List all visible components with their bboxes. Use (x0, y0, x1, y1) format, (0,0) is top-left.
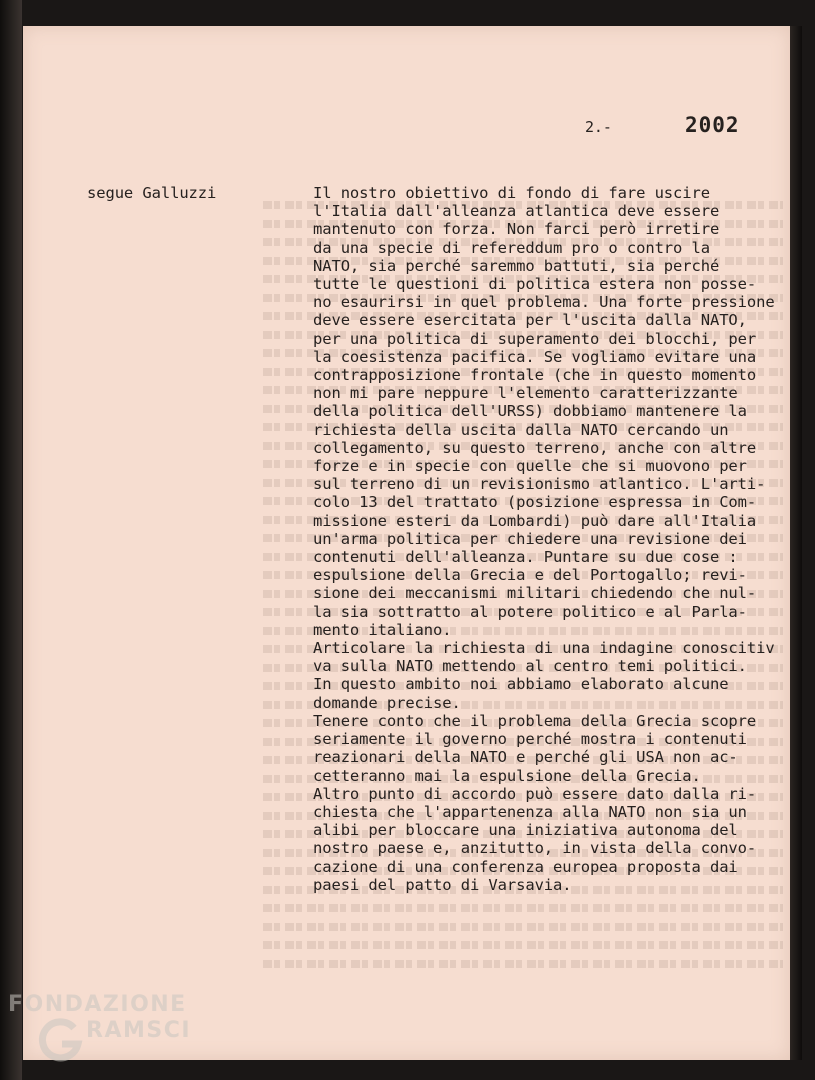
text-line: chiesta che l'appartenenza alla NATO non sia un (313, 802, 747, 821)
text-line: colo 13 del trattato (posizione espressa in Com- (313, 493, 757, 512)
text-line: Il nostro obiettivo di fondo di fare uscire (313, 184, 710, 202)
text-line: va sulla NATO mettendo al centro temi politici. (313, 657, 747, 676)
text-line: Articolare la richiesta di una indagine conoscitiv (313, 639, 775, 658)
page-number: 2.- (585, 118, 612, 136)
text-line: della politica dell'URSS) dobbiamo mantenere la (313, 402, 747, 421)
text-line: nostro paese e, anzitutto, in vista della convo- (313, 839, 757, 858)
text-line: forze e in specie con quelle che si muovono per (313, 457, 747, 476)
text-line: sul terreno di un revisionismo atlantico. L'arti- (313, 475, 766, 494)
text-line: la sia sottratto al potere politico e al Parla- (313, 602, 747, 621)
text-line: espulsione della Grecia e del Portogallo; revi- (313, 566, 747, 585)
body-text (313, 184, 783, 894)
text-line: tutte le questioni di politica estera non posse- (313, 275, 757, 294)
speaker-label: segue Galluzzi (87, 184, 217, 202)
text-line: per una politica di superamento dei blocchi, per (313, 329, 757, 348)
text-line: alibi per bloccare una iniziativa autonoma del (313, 821, 738, 840)
archive-number: 2002 (685, 113, 740, 137)
watermark-line-2: RAMSCI (86, 1018, 192, 1043)
document-page (23, 26, 790, 1060)
fondazione-gramsci-watermark (4, 992, 204, 1072)
text-line: deve essere esercitata per l'uscita dalla NATO, (313, 311, 747, 330)
text-line: In questo ambito noi abbiamo elaborato alcune (313, 675, 729, 694)
text-line: no esaurirsi in quel problema. Una forte pressione (313, 293, 775, 312)
text-line: sione dei meccanismi militari chiedendo che nul- (313, 584, 757, 603)
scan-left-edge (0, 0, 22, 1080)
text-line: seriamente il governo perché mostra i contenuti (313, 730, 747, 749)
text-line: contenuti dell'alleanza. Puntare su due cose : (313, 548, 738, 567)
text-line: NATO, sia perché saremmo battuti, sia perché (313, 256, 720, 275)
text-line: reazionari della NATO e perché gli USA non ac- (313, 748, 738, 767)
text-line: mento italiano. (313, 620, 452, 639)
text-line: la coesistenza pacifica. Se vogliamo evitare una (313, 347, 757, 366)
watermark-line-1: FONDAZIONE (8, 992, 187, 1017)
text-line: contrapposizione frontale (che in questo momento (313, 366, 757, 385)
text-line: da una specie di refereddum pro o contro la (313, 238, 710, 257)
text-line: non mi pare neppure l'elemento caratterizzante (313, 384, 738, 403)
text-line: cetteranno mai la espulsione della Grecia. (313, 766, 701, 785)
gramsci-g-logo-icon (34, 1014, 86, 1066)
text-line: richiesta della uscita dalla NATO cercando un (313, 420, 729, 439)
text-line: l'Italia dall'alleanza atlantica deve essere (313, 202, 720, 221)
text-line: un'arma politica per chiedere una revisione dei (313, 529, 747, 548)
text-line: collegamento, su questo terreno, anche con altre (313, 438, 757, 457)
text-line: cazione di una conferenza europea proposta dai (313, 857, 738, 876)
text-line: missione esteri da Lombardi) può dare all'Italia (313, 511, 757, 530)
text-line: domande precise. (313, 693, 461, 712)
text-line: Tenere conto che il problema della Grecia scopre (313, 711, 757, 730)
text-line: paesi del patto di Varsavia. (313, 875, 572, 894)
text-line: mantenuto con forza. Non farci però irretire (313, 220, 720, 239)
text-line: Altro punto di accordo può essere dato dalla ri- (313, 784, 757, 803)
